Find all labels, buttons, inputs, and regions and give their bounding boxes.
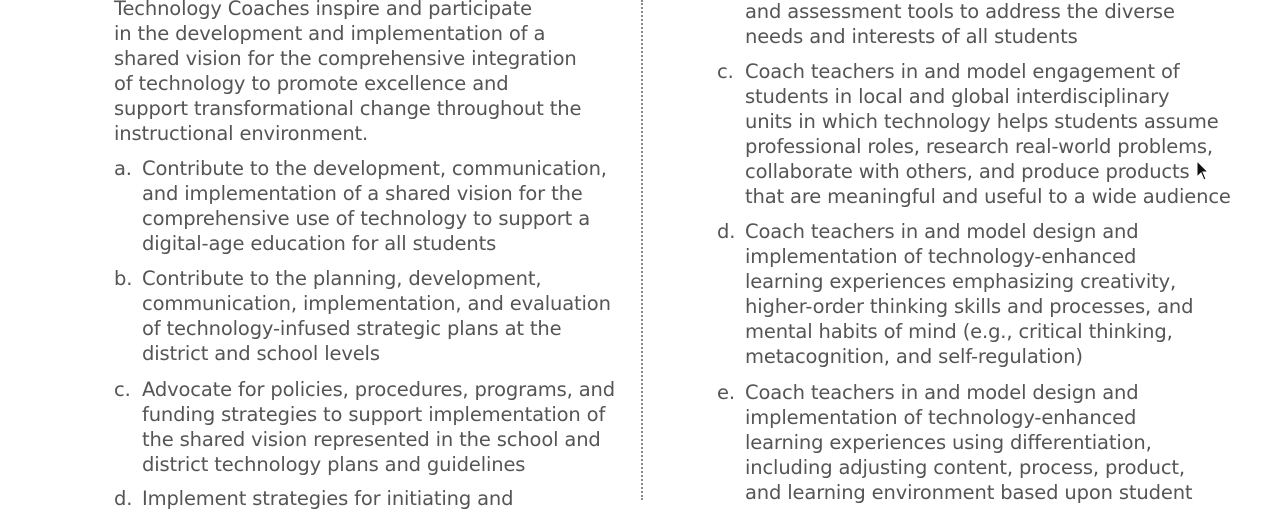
intro-line: of technology to promote excellence and [114,72,509,95]
item-line: Contribute to the development, communication, [142,157,607,180]
item-line: and learning environment based upon student [745,481,1193,504]
item-line: that are meaningful and useful to a wide audience [745,185,1231,208]
item-line: Coach teachers in and model design and [745,381,1139,404]
item-line: Coach teachers in and model design and [745,220,1139,243]
column-divider [641,0,643,500]
item-line: learning experiences emphasizing creativity, [745,270,1177,293]
item-line: professional roles, research real-world problems, [745,135,1213,158]
item-line: metacognition, and self-regulation) [745,345,1083,368]
list-item-text [745,59,1231,209]
list-item-letter: d. [717,220,736,243]
item-line: the shared vision represented in the school and [142,428,601,451]
item-line: and assessment tools to address the diverse [745,0,1175,23]
intro-line: Technology Coaches inspire and participate [114,0,532,20]
item-line: Implement strategies for initiating and [142,487,514,510]
item-line: communication, implementation, and evaluation [142,292,611,315]
item-line: units in which technology helps students assume [745,110,1219,133]
item-line: learning experiences using differentiation, [745,431,1152,454]
item-line: Coach teachers in and model engagement of [745,60,1180,83]
list-item-text [142,156,607,256]
list-item-letter: b. [114,267,133,290]
item-line: implementation of technology-enhanced [745,406,1137,429]
item-line: implementation of technology-enhanced [745,245,1137,268]
item-line: of technology-infused strategic plans at the [142,317,562,340]
list-item-letter: c. [717,60,734,83]
item-line: Contribute to the planning, development, [142,267,542,290]
item-line: mental habits of mind (e.g., critical thinking, [745,320,1173,343]
item-line: including adjusting content, process, product, [745,456,1185,479]
item-line: higher-order thinking skills and processes, and [745,295,1194,318]
item-line: funding strategies to support implementation of [142,403,606,426]
item-line: needs and interests of all students [745,25,1078,48]
item-line: district technology plans and guidelines [142,453,526,476]
continuation-text [745,0,1175,49]
item-line: collaborate with others, and produce products [745,160,1190,183]
intro-line: shared vision for the comprehensive integration [114,47,577,70]
item-line: students in local and global interdisciplinary [745,85,1170,108]
mouse-cursor-icon [1196,160,1210,182]
list-item-text [745,380,1192,505]
list-item-letter: d. [114,487,133,510]
item-line: and implementation of a shared vision for the [142,182,583,205]
list-item-text [745,219,1193,369]
intro-line: support transformational change throughout the [114,97,582,120]
item-line: Advocate for policies, procedures, programs, and [142,378,615,401]
list-item-text [142,377,615,477]
item-line: comprehensive use of technology to support a [142,207,591,230]
list-item-text [142,266,611,366]
list-item-letter: a. [114,157,132,180]
intro-line: instructional environment. [114,122,369,145]
intro-line: in the development and implementation of a [114,22,546,45]
intro-paragraph [114,0,581,146]
list-item-letter: e. [717,381,735,404]
item-line: digital-age education for all students [142,232,497,255]
item-line: district and school levels [142,342,380,365]
list-item-text [142,486,513,511]
list-item-letter: c. [114,378,131,401]
